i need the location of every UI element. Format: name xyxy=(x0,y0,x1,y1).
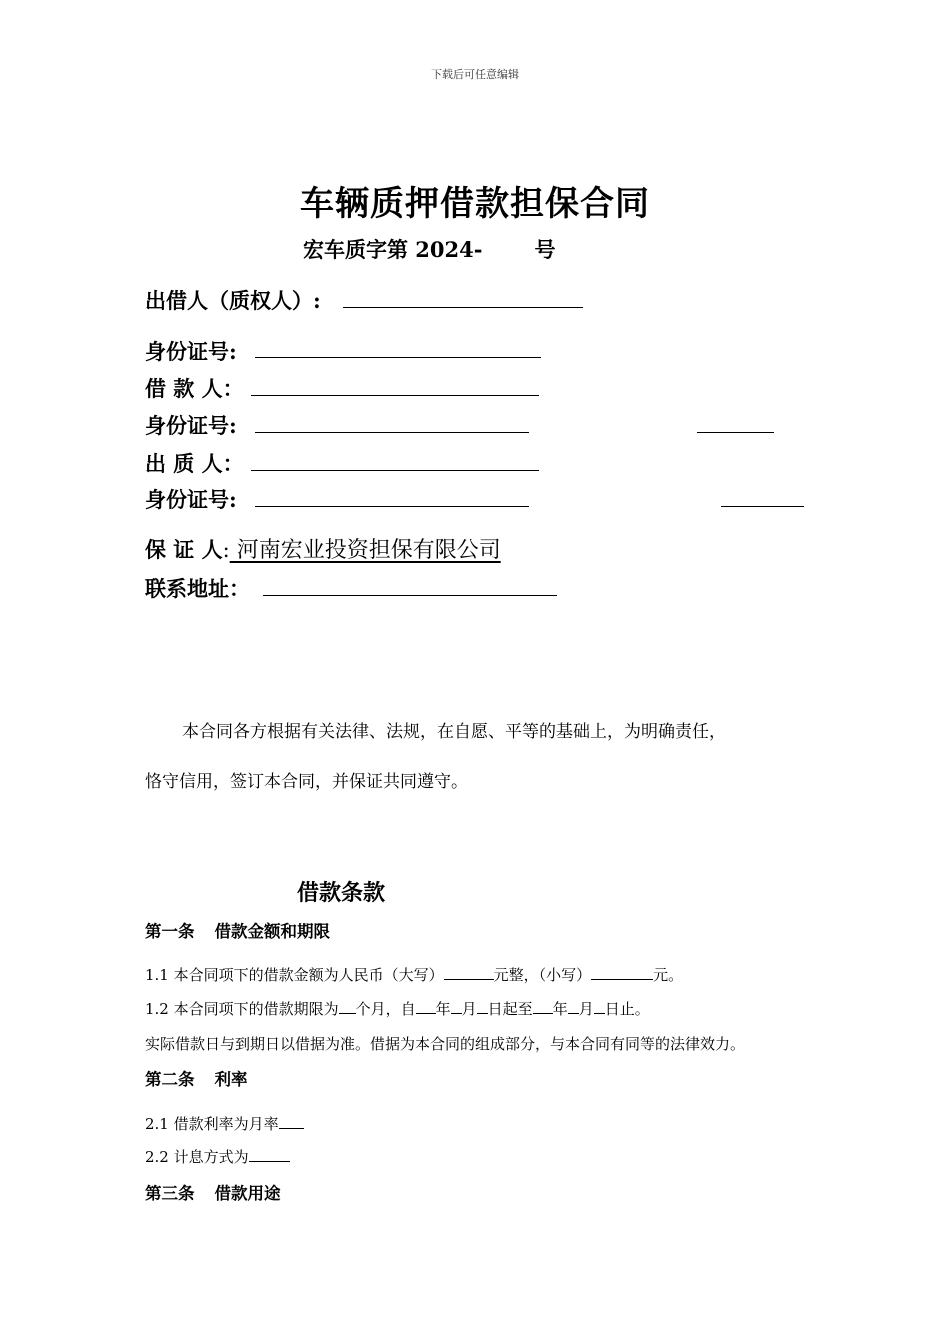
clause-2-1-text: 2.1 借款利率为月率 xyxy=(145,1115,279,1133)
pledger-id-label: 身份证号: xyxy=(145,487,237,512)
clause-1-2-text-h: 日止。 xyxy=(604,1000,650,1018)
guarantor-row xyxy=(145,533,501,564)
guarantor-value: 河南宏业投资担保有限公司 xyxy=(229,538,501,563)
clause-1-1-text-b: 元整，（小写） xyxy=(493,966,592,984)
guarantor-label: 保 证 人 xyxy=(145,537,223,562)
clause-1-1 xyxy=(145,964,683,985)
article-2-title: 利率 xyxy=(214,1070,248,1089)
clause-2-2 xyxy=(145,1146,290,1167)
interest-method-blank[interactable] xyxy=(249,1149,290,1162)
address-label: 联系地址： xyxy=(145,576,250,601)
article-1-number: 第一条 xyxy=(145,922,195,941)
address-blank[interactable] xyxy=(263,595,557,596)
clause-1-1-text-a: 1.1 本合同项下的借款金额为人民币（大写） xyxy=(145,966,444,984)
pledger-label: 出 质 人： xyxy=(145,451,244,476)
pledger-id-blank[interactable] xyxy=(255,506,529,507)
lender-id-label: 身份证号: xyxy=(145,339,237,364)
clause-1-2 xyxy=(145,998,650,1019)
amount-words-blank[interactable] xyxy=(444,967,494,980)
guarantor-colon: : xyxy=(222,538,230,562)
clause-1-2-text-e: 日起至 xyxy=(487,1000,533,1018)
contract-number-suffix: 号 xyxy=(534,237,556,262)
borrower-label: 借 款 人： xyxy=(145,376,244,401)
contract-title: 车辆质押借款担保合同 xyxy=(300,184,650,224)
end-year-blank[interactable] xyxy=(533,1001,553,1014)
lender-label: 出借人（质权人）: xyxy=(145,288,321,313)
pledger-extra-blank[interactable] xyxy=(721,506,804,507)
amount-figures-blank[interactable] xyxy=(591,967,653,980)
borrower-extra-blank[interactable] xyxy=(697,432,774,433)
pledger-blank[interactable] xyxy=(251,470,539,471)
header-note: 下载后可任意编辑 xyxy=(431,68,519,81)
borrower-id-blank[interactable] xyxy=(255,432,529,433)
contract-number-prefix: 宏车质字第 2024- xyxy=(303,237,483,262)
lender-id-blank[interactable] xyxy=(255,357,541,358)
clause-1-1-text-c: 元。 xyxy=(653,966,684,984)
interest-rate-blank[interactable] xyxy=(279,1116,304,1129)
term-months-blank[interactable] xyxy=(339,1001,356,1014)
start-month-blank[interactable] xyxy=(451,1001,462,1014)
clause-1-2-text-d: 月 xyxy=(461,1000,477,1018)
article-2-heading xyxy=(145,1066,248,1090)
clause-1-2-text-g: 月 xyxy=(578,1000,594,1018)
intro-line-2: 恪守信用，签订本合同，并保证共同遵守。 xyxy=(145,772,468,792)
start-year-blank[interactable] xyxy=(416,1001,436,1014)
clause-2-2-text: 2.2 计息方式为 xyxy=(145,1148,249,1166)
article-2-number: 第二条 xyxy=(145,1070,195,1089)
contract-number xyxy=(303,234,555,264)
article-3-title: 借款用途 xyxy=(214,1184,281,1203)
end-month-blank[interactable] xyxy=(568,1001,579,1014)
borrower-blank[interactable] xyxy=(251,395,539,396)
end-day-blank[interactable] xyxy=(594,1001,605,1014)
article-3-heading xyxy=(145,1180,281,1204)
article-1-title: 借款金额和期限 xyxy=(214,922,330,941)
borrower-id-label: 身份证号: xyxy=(145,413,237,438)
section-title: 借款条款 xyxy=(297,880,386,906)
article-1-heading xyxy=(145,918,330,942)
article-3-number: 第三条 xyxy=(145,1184,195,1203)
clause-1-2-text-b: 个月，自 xyxy=(355,1000,416,1018)
start-day-blank[interactable] xyxy=(477,1001,488,1014)
lender-blank[interactable] xyxy=(343,307,583,308)
clause-1-2-text-f: 年 xyxy=(552,1000,568,1018)
clause-2-1 xyxy=(145,1113,304,1134)
clause-1-2-text-a: 1.2 本合同项下的借款期限为 xyxy=(145,1000,339,1018)
clause-1-3: 实际借款日与到期日以借据为准。借据为本合同的组成部分，与本合同有同等的法律效力。 xyxy=(145,1035,746,1053)
intro-line-1: 本合同各方根据有关法律、法规，在自愿、平等的基础上，为明确责任， xyxy=(182,722,726,742)
clause-1-2-text-c: 年 xyxy=(435,1000,451,1018)
